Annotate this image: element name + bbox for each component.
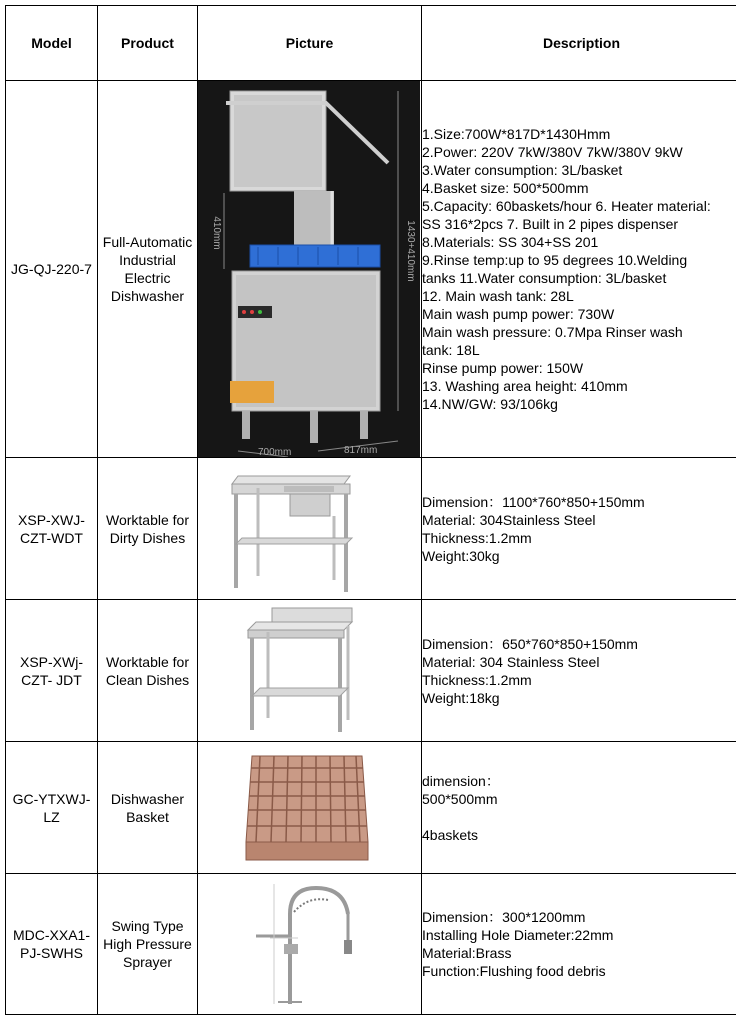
table-row [6,458,736,600]
description-line: 3.Water consumption: 3L/basket [422,161,736,179]
description-line: Main wash pressure: 0.7Mpa Rinser wash [422,323,736,341]
description-cell [422,600,736,742]
product-cell: Worktable for Dirty Dishes [98,458,198,600]
dim-height-label: 410mm [211,216,222,249]
product-spec-table [5,5,736,1015]
description-line: SS 316*2pcs 7. Built in 2 pipes dispenser [422,215,736,233]
dish-basket-photo [198,742,420,873]
dim-total-label: 1430+410mm [405,220,416,281]
sprayer-photo [198,874,420,1014]
product-cell: Worktable for Clean Dishes [98,600,198,742]
table-row [6,600,736,742]
table-row [6,81,736,458]
model-cell: GC-YTXWJ-LZ [6,742,98,874]
header-row [6,6,736,81]
description-line: Dimension：1100*760*850+150mm [422,493,736,511]
product-cell: Swing Type High Pressure Sprayer [98,874,198,1015]
dim-width-label: 700mm [258,447,291,457]
header-picture: Picture [198,6,422,81]
description-line: Dimension：650*760*850+150mm [422,635,736,653]
model-cell: MDC-XXA1-PJ-SWHS [6,874,98,1015]
header-model: Model [6,6,98,81]
description-line: 13. Washing area height: 410mm [422,377,736,395]
description-line: Material: 304Stainless Steel [422,511,736,529]
description-line: 8.Materials: SS 304+SS 201 [422,233,736,251]
description-line: 4baskets [422,826,736,844]
picture-cell [198,81,422,458]
model-cell: JG-QJ-220-7 [6,81,98,458]
dim-depth-label: 817mm [344,445,377,456]
description-line: Weight:30kg [422,547,736,565]
description-line: Thickness:1.2mm [422,529,736,547]
description-line: 14.NW/GW: 93/106kg [422,395,736,413]
description-line: Dimension：300*1200mm [422,908,736,926]
description-line: tanks 11.Water consumption: 3L/basket [422,269,736,287]
description-line: tank: 18L [422,341,736,359]
description-line: Main wash pump power: 730W [422,305,736,323]
description-line: 5.Capacity: 60baskets/hour 6. Heater material: [422,197,736,215]
description-cell [422,458,736,600]
picture-cell [198,600,422,742]
description-line: 2.Power: 220V 7kW/380V 7kW/380V 9kW [422,143,736,161]
description-line: 9.Rinse temp:up to 95 degrees 10.Welding [422,251,736,269]
description-line: Material:Brass [422,944,736,962]
worktable-photo [198,600,420,741]
description-line: 500*500mm [422,790,736,808]
description-line: Function:Flushing food debris [422,962,736,980]
description-blank-line [422,808,736,826]
description-cell [422,81,736,458]
model-cell: XSP-XWJ-CZT-WDT [6,458,98,600]
description-line: 1.Size:700W*817D*1430Hmm [422,125,736,143]
model-cell: XSP-XWj-CZT- JDT [6,600,98,742]
product-cell: Dishwasher Basket [98,742,198,874]
description-cell [422,742,736,874]
header-product: Product [98,6,198,81]
header-description: Description [422,6,736,81]
description-cell [422,874,736,1015]
description-line: 4.Basket size: 500*500mm [422,179,736,197]
sink-worktable-photo [198,458,420,599]
description-line: Installing Hole Diameter:22mm [422,926,736,944]
description-line: 12. Main wash tank: 28L [422,287,736,305]
description-line: Weight:18kg [422,689,736,707]
picture-cell [198,874,422,1015]
picture-cell [198,458,422,600]
description-line: Thickness:1.2mm [422,671,736,689]
picture-cell [198,742,422,874]
dishwasher-photo [198,81,420,457]
description-line: Rinse pump power: 150W [422,359,736,377]
description-line: dimension： [422,772,736,790]
table-row [6,874,736,1015]
description-line: Material: 304 Stainless Steel [422,653,736,671]
table-row [6,742,736,874]
product-cell: Full-Automatic Industrial Electric Dishwasher [98,81,198,458]
